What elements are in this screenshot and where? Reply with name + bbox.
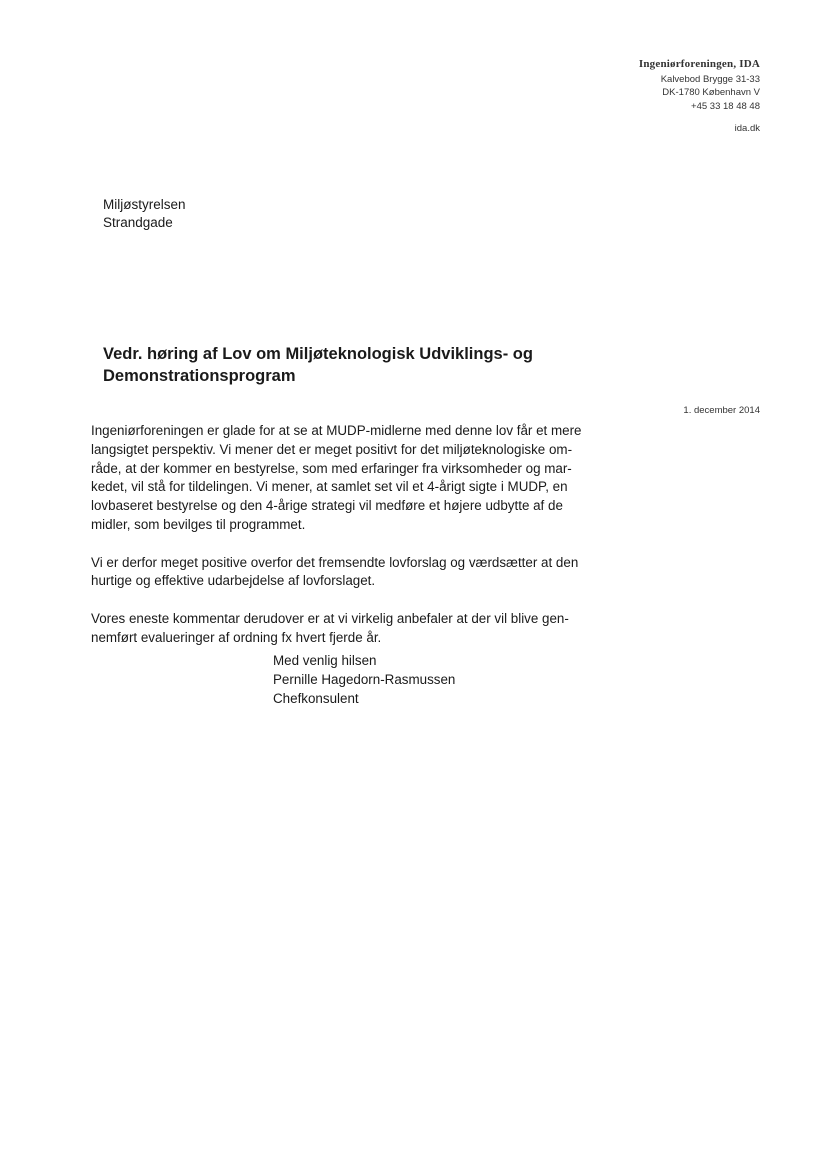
signature-closing: Med venlig hilsen — [273, 653, 377, 668]
body-paragraph-2 — [91, 554, 611, 592]
recipient-address-block — [103, 196, 186, 232]
sender-street: Kalvebod Brygge 31-33 — [660, 73, 760, 85]
sender-address-block — [639, 58, 760, 136]
sender-city: DK-1780 København V — [662, 87, 760, 98]
body-line: Vi er derfor meget positive overfor det fremsendte lovforslag og værdsætter at den — [91, 554, 579, 570]
letter-body — [91, 422, 611, 666]
recipient-name: Miljøstyrelsen — [103, 197, 186, 212]
body-line: Vores eneste kommentar derudover er at vi virkelig anbefaler at der vil blive gen- — [91, 610, 569, 626]
letter-date: 1. december 2014 — [683, 405, 760, 416]
sender-phone: +45 33 18 48 48 — [691, 100, 760, 112]
signature-title: Chefkonsulent — [273, 690, 359, 706]
sender-website: ida.dk — [734, 123, 760, 134]
body-line: hurtige og effektive udarbejdelse af lovforslaget. — [91, 573, 376, 589]
signature-block — [273, 652, 455, 708]
letter-subject — [103, 343, 583, 387]
body-paragraph-3 — [91, 610, 611, 648]
subject-line-1: Vedr. høring af Lov om Miljøteknologisk Udviklings- og — [103, 345, 533, 363]
body-line: langsigtet perspektiv. Vi mener det er meget positivt for det miljøteknologiske om- — [91, 441, 573, 457]
sender-organization: Ingeniørforeningen, IDA — [638, 58, 760, 70]
body-line: lovbaseret bestyrelse og den 4-årige strategi vil medføre et højere udbytte af de — [91, 498, 563, 514]
body-line: midler, som bevilges til programmet. — [91, 516, 306, 532]
body-paragraph-1 — [91, 422, 611, 535]
body-line: nemført evalueringer af ordning fx hvert fjerde år. — [91, 629, 382, 645]
subject-line-2: Demonstrationsprogram — [103, 367, 296, 385]
recipient-street: Strandgade — [103, 215, 173, 230]
body-line: Ingeniørforeningen er glade for at se at MUDP-midlerne med denne lov får et mere — [91, 423, 582, 438]
body-line: råde, at der kommer en bestyrelse, som med erfaringer fra virksomheder og mar- — [91, 460, 572, 476]
signature-name: Pernille Hagedorn-Rasmussen — [273, 671, 456, 687]
body-line: kedet, vil stå for tildelingen. Vi mener, at samlet set vil et 4-årigt sigte i MUDP, en — [91, 479, 568, 495]
